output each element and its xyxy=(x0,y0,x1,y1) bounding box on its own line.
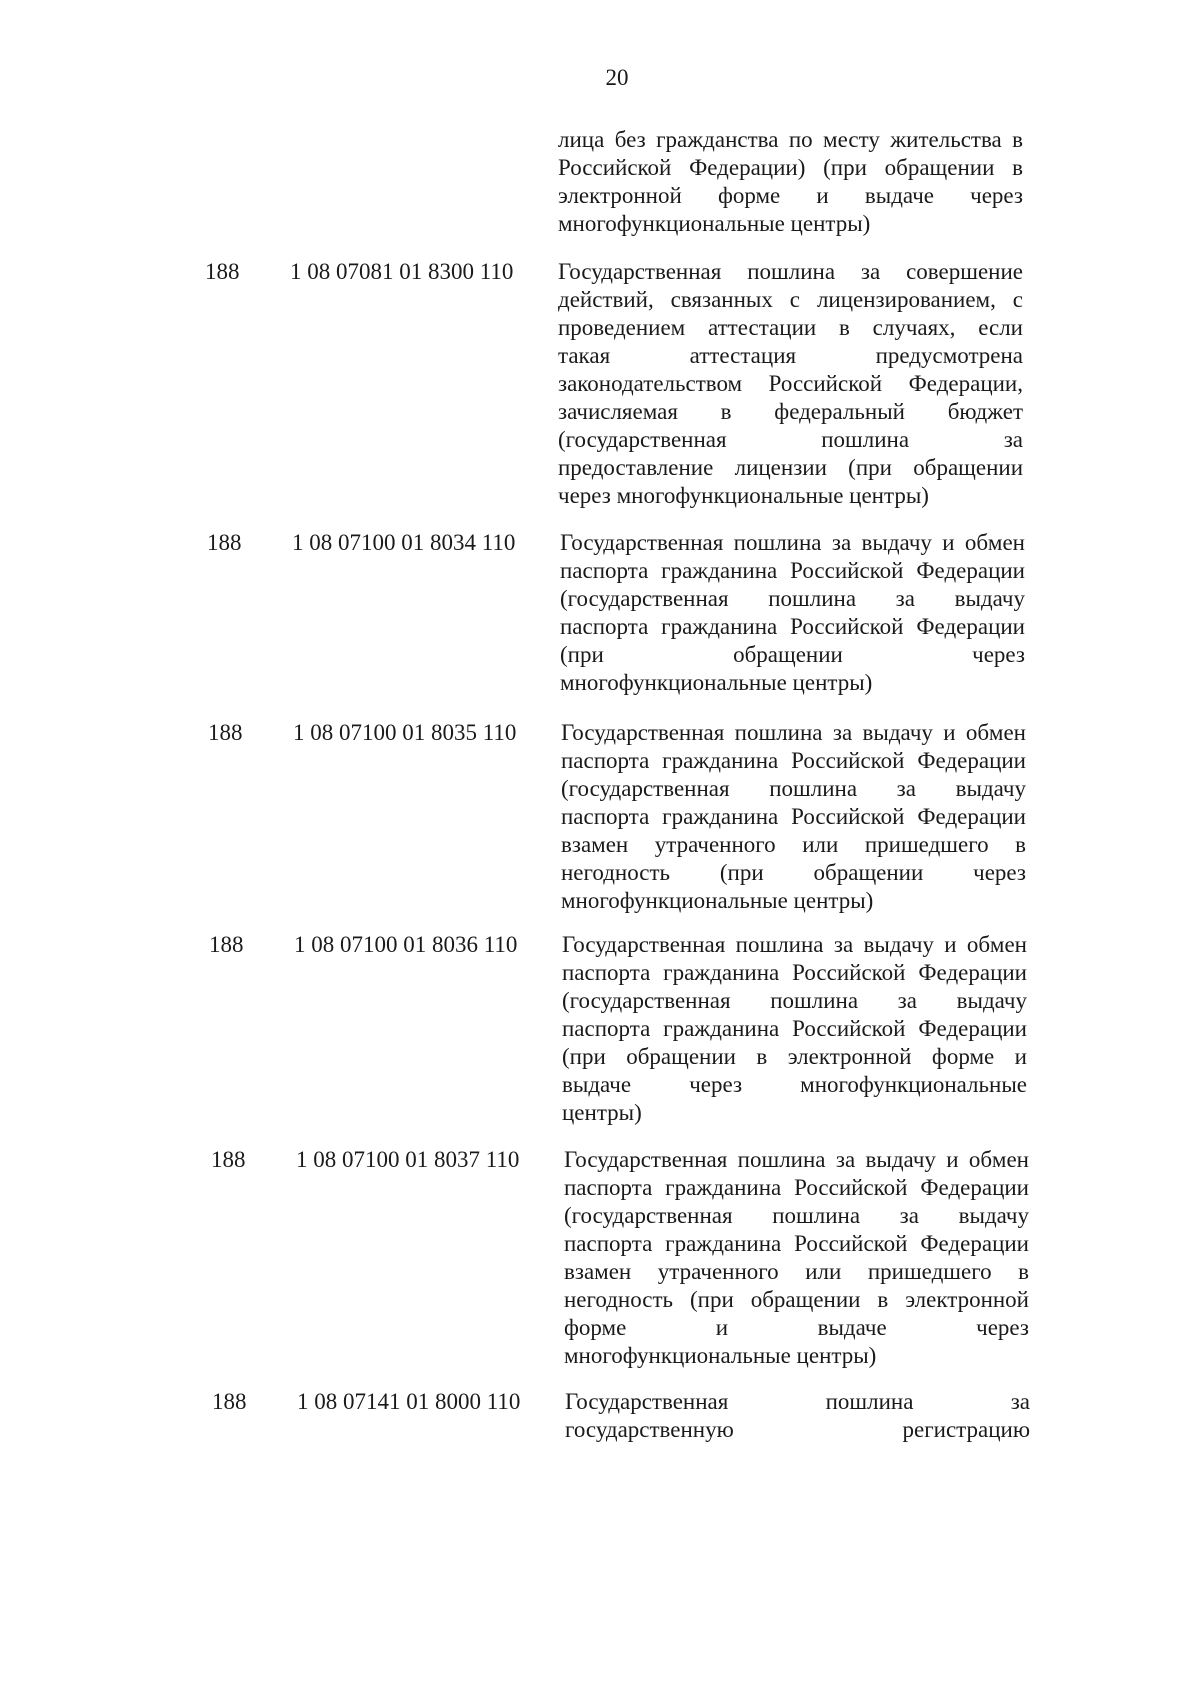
text-line: Государственная пошлина за совершение xyxy=(558,259,1023,284)
text-line: Государственная пошлина за выдачу и обмен xyxy=(561,720,1026,745)
text-line: (государственная пошлина за выдачу xyxy=(562,988,1027,1013)
budget-classification-code: 1 08 07100 01 8037 110 xyxy=(296,1147,520,1172)
text-line: паспорта гражданина Российской Федерации xyxy=(560,614,1025,639)
budget-classification-code: 1 08 07100 01 8035 110 xyxy=(293,720,517,745)
text-line: лица без гражданства по месту жительства в xyxy=(558,127,1023,152)
budget-classification-code: 1 08 07081 01 8300 110 xyxy=(290,259,514,284)
text-line: Российской Федерации) (при обращении в xyxy=(558,155,1023,180)
text-line: паспорта гражданина Российской Федерации xyxy=(560,558,1025,583)
admin-code: 188 xyxy=(212,1389,247,1414)
budget-classification-code: 1 08 07141 01 8000 110 xyxy=(297,1389,521,1414)
fee-description xyxy=(565,1388,1030,1444)
admin-code: 188 xyxy=(209,932,244,957)
fee-description xyxy=(561,719,1026,915)
text-line: паспорта гражданина Российской Федерации xyxy=(561,804,1026,829)
text-line: многофункциональные центры) xyxy=(561,888,874,913)
admin-code: 188 xyxy=(208,720,243,745)
fee-description xyxy=(562,931,1027,1127)
text-line: через многофункциональные центры) xyxy=(558,483,929,508)
text-line: (государственная пошлина за выдачу xyxy=(564,1203,1029,1228)
text-line: паспорта гражданина Российской Федерации xyxy=(562,1016,1027,1041)
admin-code: 188 xyxy=(211,1147,246,1172)
text-line: такая аттестация предусмотрена xyxy=(558,343,1023,368)
budget-classification-code: 1 08 07100 01 8036 110 xyxy=(294,932,518,957)
text-line: (государственная пошлина за xyxy=(558,427,1023,452)
text-line: Государственная пошлина за xyxy=(565,1389,1030,1414)
text-line: проведением аттестации в случаях, если xyxy=(558,315,1023,340)
text-line: многофункциональные центры) xyxy=(564,1343,877,1368)
fee-description xyxy=(560,529,1025,697)
text-line: предоставление лицензии (при обращении xyxy=(558,455,1023,480)
admin-code: 188 xyxy=(207,530,242,555)
text-line: выдаче через многофункциональные xyxy=(562,1072,1027,1097)
page-number: 20 xyxy=(605,65,629,90)
text-line: негодность (при обращении в электронной xyxy=(564,1287,1029,1312)
text-line: негодность (при обращении через xyxy=(561,860,1026,885)
text-line: взамен утраченного или пришедшего в xyxy=(564,1259,1029,1284)
text-line: законодательством Российской Федерации, xyxy=(558,371,1023,396)
text-line: паспорта гражданина Российской Федерации xyxy=(564,1175,1029,1200)
text-line: Государственная пошлина за выдачу и обмен xyxy=(560,530,1025,555)
text-line: паспорта гражданина Российской Федерации xyxy=(561,748,1026,773)
text-line: многофункциональные центры) xyxy=(558,211,871,236)
budget-classification-code: 1 08 07100 01 8034 110 xyxy=(292,530,516,555)
text-line: действий, связанных с лицензированием, с xyxy=(558,287,1023,312)
text-line: многофункциональные центры) xyxy=(560,670,873,695)
admin-code: 188 xyxy=(205,259,240,284)
text-line: (при обращении через xyxy=(560,642,1025,667)
text-line: форме и выдаче через xyxy=(564,1315,1029,1340)
continuation-text xyxy=(558,126,1023,238)
text-line: центры) xyxy=(562,1100,642,1125)
text-line: (государственная пошлина за выдачу xyxy=(561,776,1026,801)
text-line: паспорта гражданина Российской Федерации xyxy=(562,960,1027,985)
text-line: (при обращении в электронной форме и xyxy=(562,1044,1027,1069)
text-line: Государственная пошлина за выдачу и обмен xyxy=(564,1147,1029,1172)
text-line: электронной форме и выдаче через xyxy=(558,183,1023,208)
fee-description xyxy=(564,1146,1029,1370)
text-line: паспорта гражданина Российской Федерации xyxy=(564,1231,1029,1256)
text-line: (государственная пошлина за выдачу xyxy=(560,586,1025,611)
text-line: зачисляемая в федеральный бюджет xyxy=(558,399,1023,424)
text-line: Государственная пошлина за выдачу и обмен xyxy=(562,932,1027,957)
fee-description xyxy=(558,258,1023,510)
text-line: взамен утраченного или пришедшего в xyxy=(561,832,1026,857)
text-line: государственную регистрацию xyxy=(565,1417,1030,1442)
